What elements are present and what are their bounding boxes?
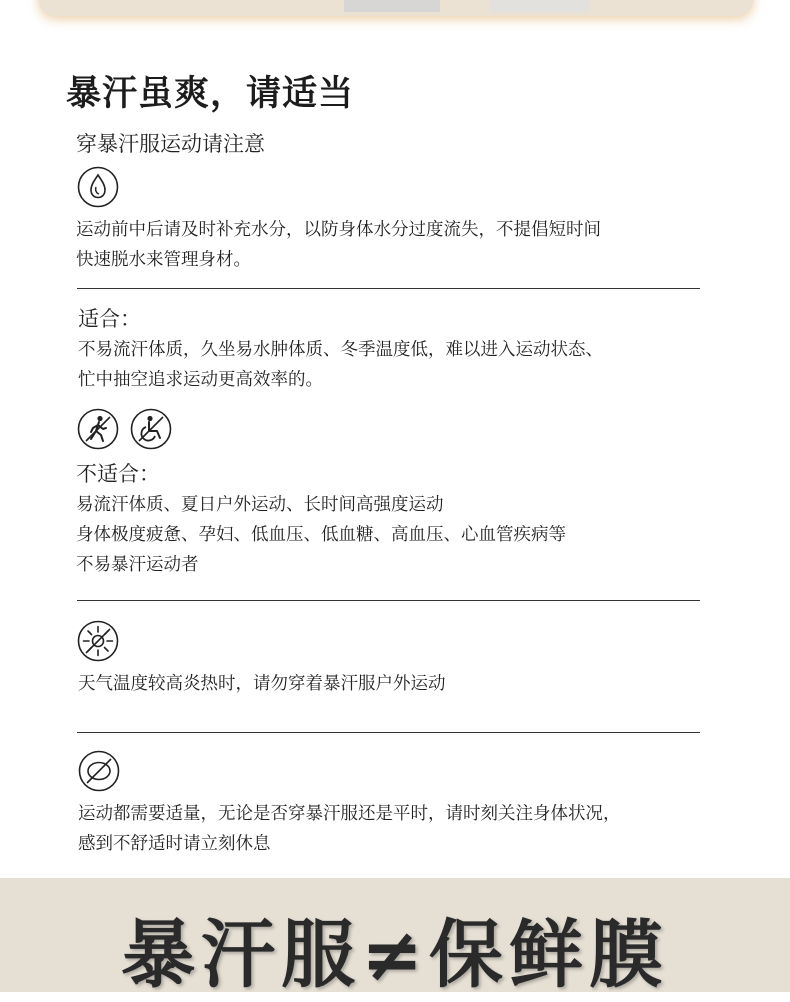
water-drop-icon bbox=[77, 166, 119, 208]
hydration-line: 运动前中后请及时补充水分，以防身体水分过度流失，不提倡短时间 bbox=[76, 220, 601, 240]
moderation-line: 感到不舒适时请立刻休息 bbox=[78, 834, 271, 854]
headline: 暴汗虽爽，请适当 bbox=[66, 74, 355, 114]
photo-strip bbox=[344, 0, 440, 12]
hydration-line: 快速脱水来管理身材。 bbox=[76, 250, 251, 270]
unsuitable-line: 不易暴汗运动者 bbox=[76, 555, 199, 575]
unsuitable-line: 易流汗体质、夏日户外运动、长时间高强度运动 bbox=[76, 495, 444, 515]
suitable-line: 不易流汗体质，久坐易水肿体质、冬季温度低，难以进入运动状态、 bbox=[78, 340, 603, 360]
no-wheelchair-icon bbox=[130, 408, 172, 450]
unsuitable-label: 不适合： bbox=[76, 462, 160, 486]
product-photo-edge bbox=[38, 0, 754, 16]
bottom-banner-title: 暴汗服≠保鲜膜 bbox=[120, 912, 669, 998]
heat-warning: 天气温度较高炎热时，请勿穿着暴汗服户外运动 bbox=[78, 674, 446, 694]
no-walking-icon bbox=[77, 408, 119, 450]
divider bbox=[77, 288, 700, 289]
prohibited-icon bbox=[78, 750, 120, 792]
subheading: 穿暴汗服运动请注意 bbox=[76, 132, 265, 156]
no-sun-icon bbox=[77, 620, 119, 662]
unsuitable-line: 身体极度疲惫、孕妇、低血压、低血糖、高血压、心血管疾病等 bbox=[76, 525, 566, 545]
moderation-line: 运动都需要适量，无论是否穿暴汗服还是平时，请时刻关注身体状况， bbox=[78, 804, 621, 824]
photo-strip bbox=[490, 0, 590, 12]
suitable-line: 忙中抽空追求运动更高效率的。 bbox=[78, 370, 323, 390]
divider bbox=[77, 600, 700, 601]
suitable-label: 适合： bbox=[78, 307, 141, 331]
divider bbox=[77, 732, 700, 733]
